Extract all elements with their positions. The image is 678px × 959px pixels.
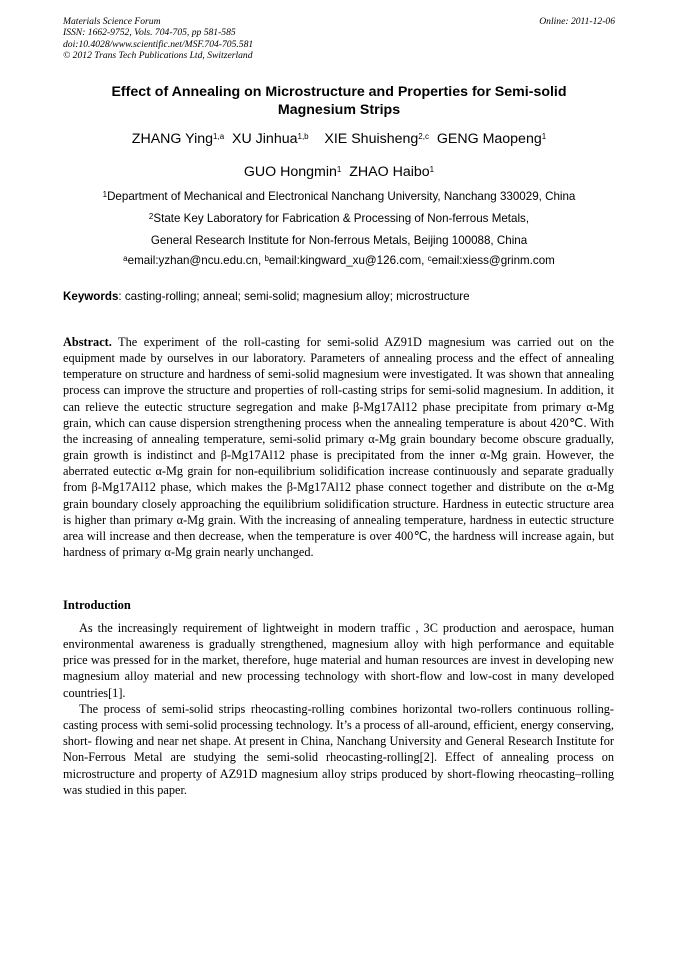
abstract-text: The experiment of the roll-casting for semi-solid AZ91D magnesium was carried out on the equipment made by ourselves in our laboratory. Parameters of annealing process and the effect of annealing temperature on structure and hardness of semi-solid magnesium were investigated. It was shown that annealing process can improve the structure and properties of roll-casting strips for semi-solid magnesium. In addition, it can relieve the eutectic structure segregation and make β-Mg17Al12 phase precipitate from primary α-Mg grain, which can cause dispersion strengthening process when the annealing temperature is about 420℃. With the increasing of annealing temperature, semi-solid primary α-Mg grain boundary become obscure gradually, grain growth is indistinct and β-Mg17Al12 phase is precipitated from the inner α-Mg grain. However, the aberrated eutectic α-Mg grain for non-equilibrium solidification increase continuously and separate gradually from β-Mg17Al12 phase, which makes the β-Mg17Al12 phase connect together and distribute on the α-Mg grain boundary closely approaching the equilibrium solidification structure. Hardness in eutectic structure area is higher than primary α-Mg grain. With the increasing of annealing temperature, hardness in eutectic structure area will increase and then decrease, when the temperature is over 400℃, the hardness will increase again, but hardness of primary α-Mg grain nearly unchanged. (63, 335, 614, 560)
affiliation-sup: 1 (102, 190, 108, 199)
author-sup: 2,c (418, 132, 429, 141)
copyright-line: © 2012 Trans Tech Publications Ltd, Switzerland (63, 50, 253, 62)
title-line-1: Effect of Annealing on Microstructure and Properties for Semi-solid (111, 84, 567, 100)
doi-line[interactable]: doi:10.4028/www.scientific.net/MSF.704-705.581 (63, 38, 254, 50)
introduction-paragraph-2: The process of semi-solid strips rheocasting-rolling combines horizontal two-rollers continuous rolling-casting process with semi-solid processing technology. It’s a process of all-around, efficient, energy conserving, short- flowing and near net shape. At present in China, Nanchang University and General Research Institute for Non-Ferrous Metal are studying the semi-solid rheocasting-rolling[2]. Effect of annealing process on microstructure and property of AZ91D magnesium alloy strips produced by short-flowing rheocasting–rolling was studied in this paper. (63, 702, 614, 797)
affiliation-1 (63, 190, 615, 204)
author-sup: 1,a (213, 132, 225, 141)
affiliation-text: State Key Laboratory for Fabrication & Processing of Non-ferrous Metals, (153, 212, 530, 225)
author-name: GUO Hongmin (243, 164, 337, 180)
affiliation-2-line-2: General Research Institute for Non-ferrous Metals, Beijing 100088, China (150, 234, 528, 247)
affiliation-text: Department of Mechanical and Electronical Nanchang University, Nanchang 330029, China (107, 190, 576, 203)
author-name: GENG Maopeng (436, 131, 542, 147)
email-a[interactable]: email:yzhan@ncu.edu.cn, (127, 254, 265, 267)
author-sup: 1 (541, 132, 547, 141)
keywords-label: Keywords (63, 290, 119, 303)
keywords-text: : casting-rolling; anneal; semi-solid; magnesium alloy; microstructure (118, 290, 470, 303)
author-name: ZHANG Ying (131, 131, 214, 147)
journal-name: Materials Science Forum (63, 16, 161, 27)
affiliation-2 (63, 212, 615, 226)
author-line-2 (63, 163, 615, 181)
affiliation-sup: 2 (148, 212, 154, 221)
email-sup: c (427, 254, 432, 263)
email-sup: a (123, 254, 128, 263)
paper-title (63, 83, 615, 119)
email-b[interactable]: email:kingward_xu@126.com, (268, 254, 428, 267)
email-c[interactable]: email:xiess@grinm.com (431, 254, 555, 267)
author-name: XIE Shuisheng (324, 131, 419, 147)
issn-line: ISSN: 1662-9752, Vols. 704-705, pp 581-585 (63, 27, 236, 39)
author-line-1 (63, 130, 615, 148)
author-sup: 1,b (297, 132, 309, 141)
keywords (63, 290, 615, 303)
author-sup: 1 (336, 165, 342, 174)
abstract (63, 334, 614, 560)
title-line-2: Magnesium Strips (277, 102, 401, 118)
journal-header (63, 16, 423, 62)
online-date: Online: 2011-12-06 (539, 16, 615, 27)
author-name: XU Jinhua (232, 131, 298, 147)
introduction-heading: Introduction (63, 598, 131, 612)
author-name: ZHAO Haibo (349, 164, 430, 180)
email-sup: b (264, 254, 269, 263)
abstract-label: Abstract. (63, 335, 112, 349)
email-line (63, 254, 615, 268)
author-sup: 1 (429, 165, 435, 174)
introduction-paragraph-1: As the increasingly requirement of lightweight in modern traffic , 3C production and aerospace, human environmental awareness is gradually strengthened, magnesium alloy with high performance and equitable price was pressed for in the market, therefore, huge material and human resources are invest in developing new magnesium alloy material and new processing technology with short-flow and low-cost in many developed countries[1]. (63, 621, 614, 700)
